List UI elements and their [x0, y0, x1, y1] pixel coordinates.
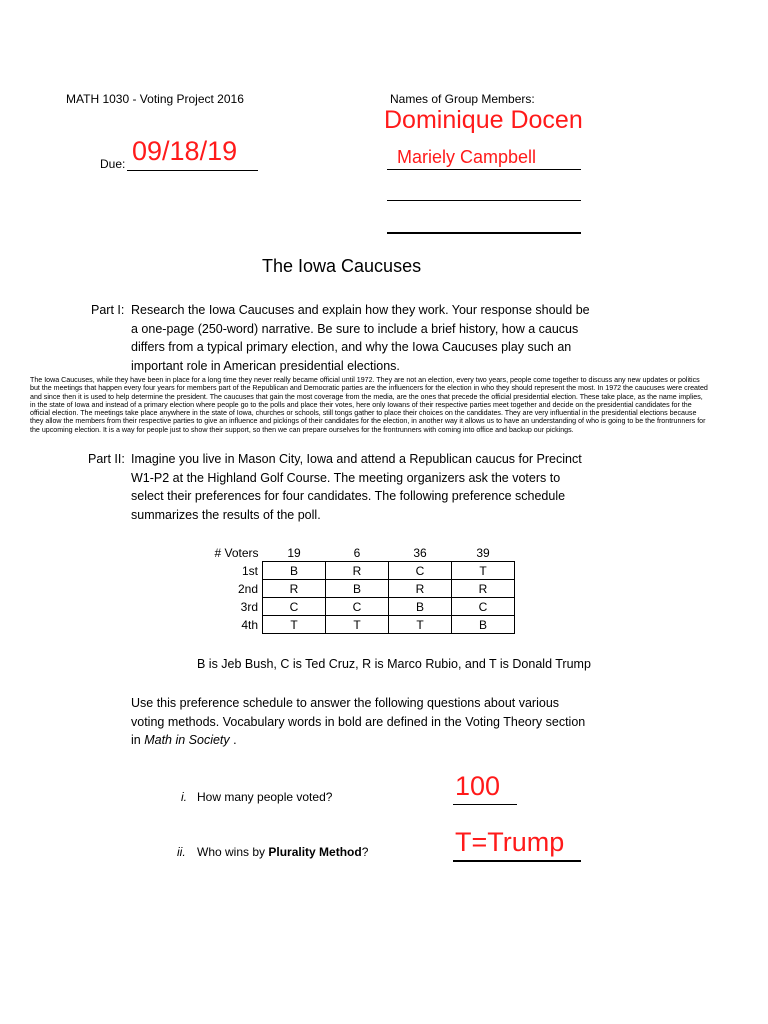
table-cell: B	[263, 562, 326, 580]
rank-label: 3rd	[240, 599, 258, 614]
answer-vote-count: 100	[455, 771, 501, 801]
table-row	[192, 562, 515, 580]
instructions-line: voting methods. Vocabulary words in bold are defined in the Voting Theory section	[131, 714, 586, 729]
part2-prompt	[131, 450, 611, 524]
question-text: How many people voted?	[197, 790, 333, 804]
part1-answer	[30, 376, 750, 434]
answer-line-1	[453, 804, 517, 805]
member-line-3	[387, 200, 581, 201]
answer-plurality-winner: T=Trump	[455, 827, 565, 857]
table-cell: B	[389, 598, 452, 616]
voter-count: 36	[413, 545, 427, 560]
table-cell: T	[326, 616, 389, 634]
book-title: Math in Society	[144, 733, 230, 747]
due-line	[127, 170, 258, 171]
table-cell: R	[326, 562, 389, 580]
member-name-2: Mariely Campbell	[397, 147, 537, 167]
table-cell: C	[389, 562, 452, 580]
voter-count: 19	[287, 545, 301, 560]
part1-line: important role in American presidential elections.	[131, 358, 400, 373]
answer-line: but the meetings that happen every four years for members part of the Republican and Democratic parties are the influencers for the election in who they should represent the most. In 1972 the caucuses were created	[30, 384, 708, 393]
voters-header: # Voters	[214, 545, 259, 560]
table-cell: C	[263, 598, 326, 616]
answer-line: in the state of Iowa and instead of a primary election where people go to the polls and place their votes, here only Iowans of their respective parties meet together and decide on the presidential candidates for the	[30, 400, 692, 409]
voter-count: 39	[476, 545, 490, 560]
table-cell: B	[452, 616, 515, 634]
table-cell: T	[389, 616, 452, 634]
part2-line: W1-P2 at the Highland Golf Course. The meeting organizers ask the voters to	[131, 470, 561, 485]
answer-line: official election. The meetings take place anywhere in the state of Iowa, churches or schools, still tongs gather to place their choices on the candidates. They are very influential in the presidential elections because	[30, 409, 697, 418]
due-date: 09/18/19	[132, 136, 238, 166]
part2-line: select their preferences for four candidates. The following preference schedule	[131, 489, 566, 503]
rank-label: 1st	[241, 563, 258, 578]
part1-line: Research the Iowa Caucuses and explain how they work. Your response should be	[131, 303, 590, 317]
table-row	[192, 616, 515, 634]
question-number: i.	[181, 790, 187, 804]
part2-label: Part II:	[88, 452, 125, 466]
answer-line: the upcoming election. It is a way for people just to show their support, so then we can prepare ourselves for the frontrunners with coming into office and backup our pickings.	[30, 425, 574, 434]
part1-label: Part I:	[91, 303, 125, 317]
voters-row	[192, 544, 515, 562]
table-cell: R	[389, 580, 452, 598]
bold-term: Plurality Method	[268, 845, 362, 859]
answer-line: The Iowa Caucuses, while they have been in place for a long time they never really became official until 1972. They are not an election, every two years, people come together to discuss any new updates or politics	[30, 376, 700, 384]
group-members-label: Names of Group Members:	[390, 92, 535, 106]
part2-line: Imagine you live in Mason City, Iowa and attend a Republican caucus for Precinct	[131, 452, 582, 466]
instructions-line	[131, 731, 631, 750]
part2-line: summarizes the results of the poll.	[131, 507, 321, 522]
member-line-4	[387, 232, 581, 234]
question-text-prefix: Who wins by	[197, 845, 269, 859]
rank-label: 4th	[241, 617, 258, 632]
question-number: ii.	[177, 845, 186, 859]
candidate-legend: B is Jeb Bush, C is Ted Cruz, R is Marco Rubio, and T is Donald Trump	[197, 657, 591, 671]
question-text-suffix: ?	[361, 845, 369, 859]
page-title: The Iowa Caucuses	[262, 256, 422, 276]
course-title: MATH 1030 - Voting Project 2016	[66, 92, 244, 106]
instructions-line: Use this preference schedule to answer the following questions about various	[131, 696, 560, 710]
member-line-2	[387, 169, 581, 170]
table-cell: C	[326, 598, 389, 616]
table-row	[192, 580, 515, 598]
voter-count: 6	[353, 545, 361, 560]
answer-line-2	[453, 860, 581, 862]
table-cell: C	[452, 598, 515, 616]
table-row	[192, 598, 515, 616]
preference-schedule	[192, 544, 515, 634]
table-cell: T	[263, 616, 326, 634]
member-name-1: Dominique Docen	[384, 106, 583, 134]
instructions	[131, 694, 631, 750]
rank-label: 2nd	[237, 581, 258, 596]
table-cell: T	[452, 562, 515, 580]
table-cell: R	[452, 580, 515, 598]
table-cell: B	[326, 580, 389, 598]
answer-line: they allow the members from their respective parties to give an influence and pickings of their candidates for the election, in another way it allows us to have an understanding of who is going to be the frontrunners for	[30, 417, 706, 426]
question-text	[197, 845, 368, 859]
part1-line: a one-page (250-word) narrative. Be sure to include a brief history, how a caucus	[131, 321, 579, 336]
instructions-suffix: .	[229, 733, 237, 747]
part1-prompt	[131, 301, 611, 375]
answer-line: and since then it is used to help determine the president. The caucuses that gain the most coverage from the media, are the ones that precede the official presidential election. These take place, as the name implies,	[30, 392, 703, 401]
table-cell: R	[263, 580, 326, 598]
instructions-prefix: in	[131, 733, 145, 747]
part1-line: differs from a typical primary election, and why the Iowa Caucuses play such an	[131, 340, 572, 354]
due-label: Due:	[100, 157, 126, 171]
